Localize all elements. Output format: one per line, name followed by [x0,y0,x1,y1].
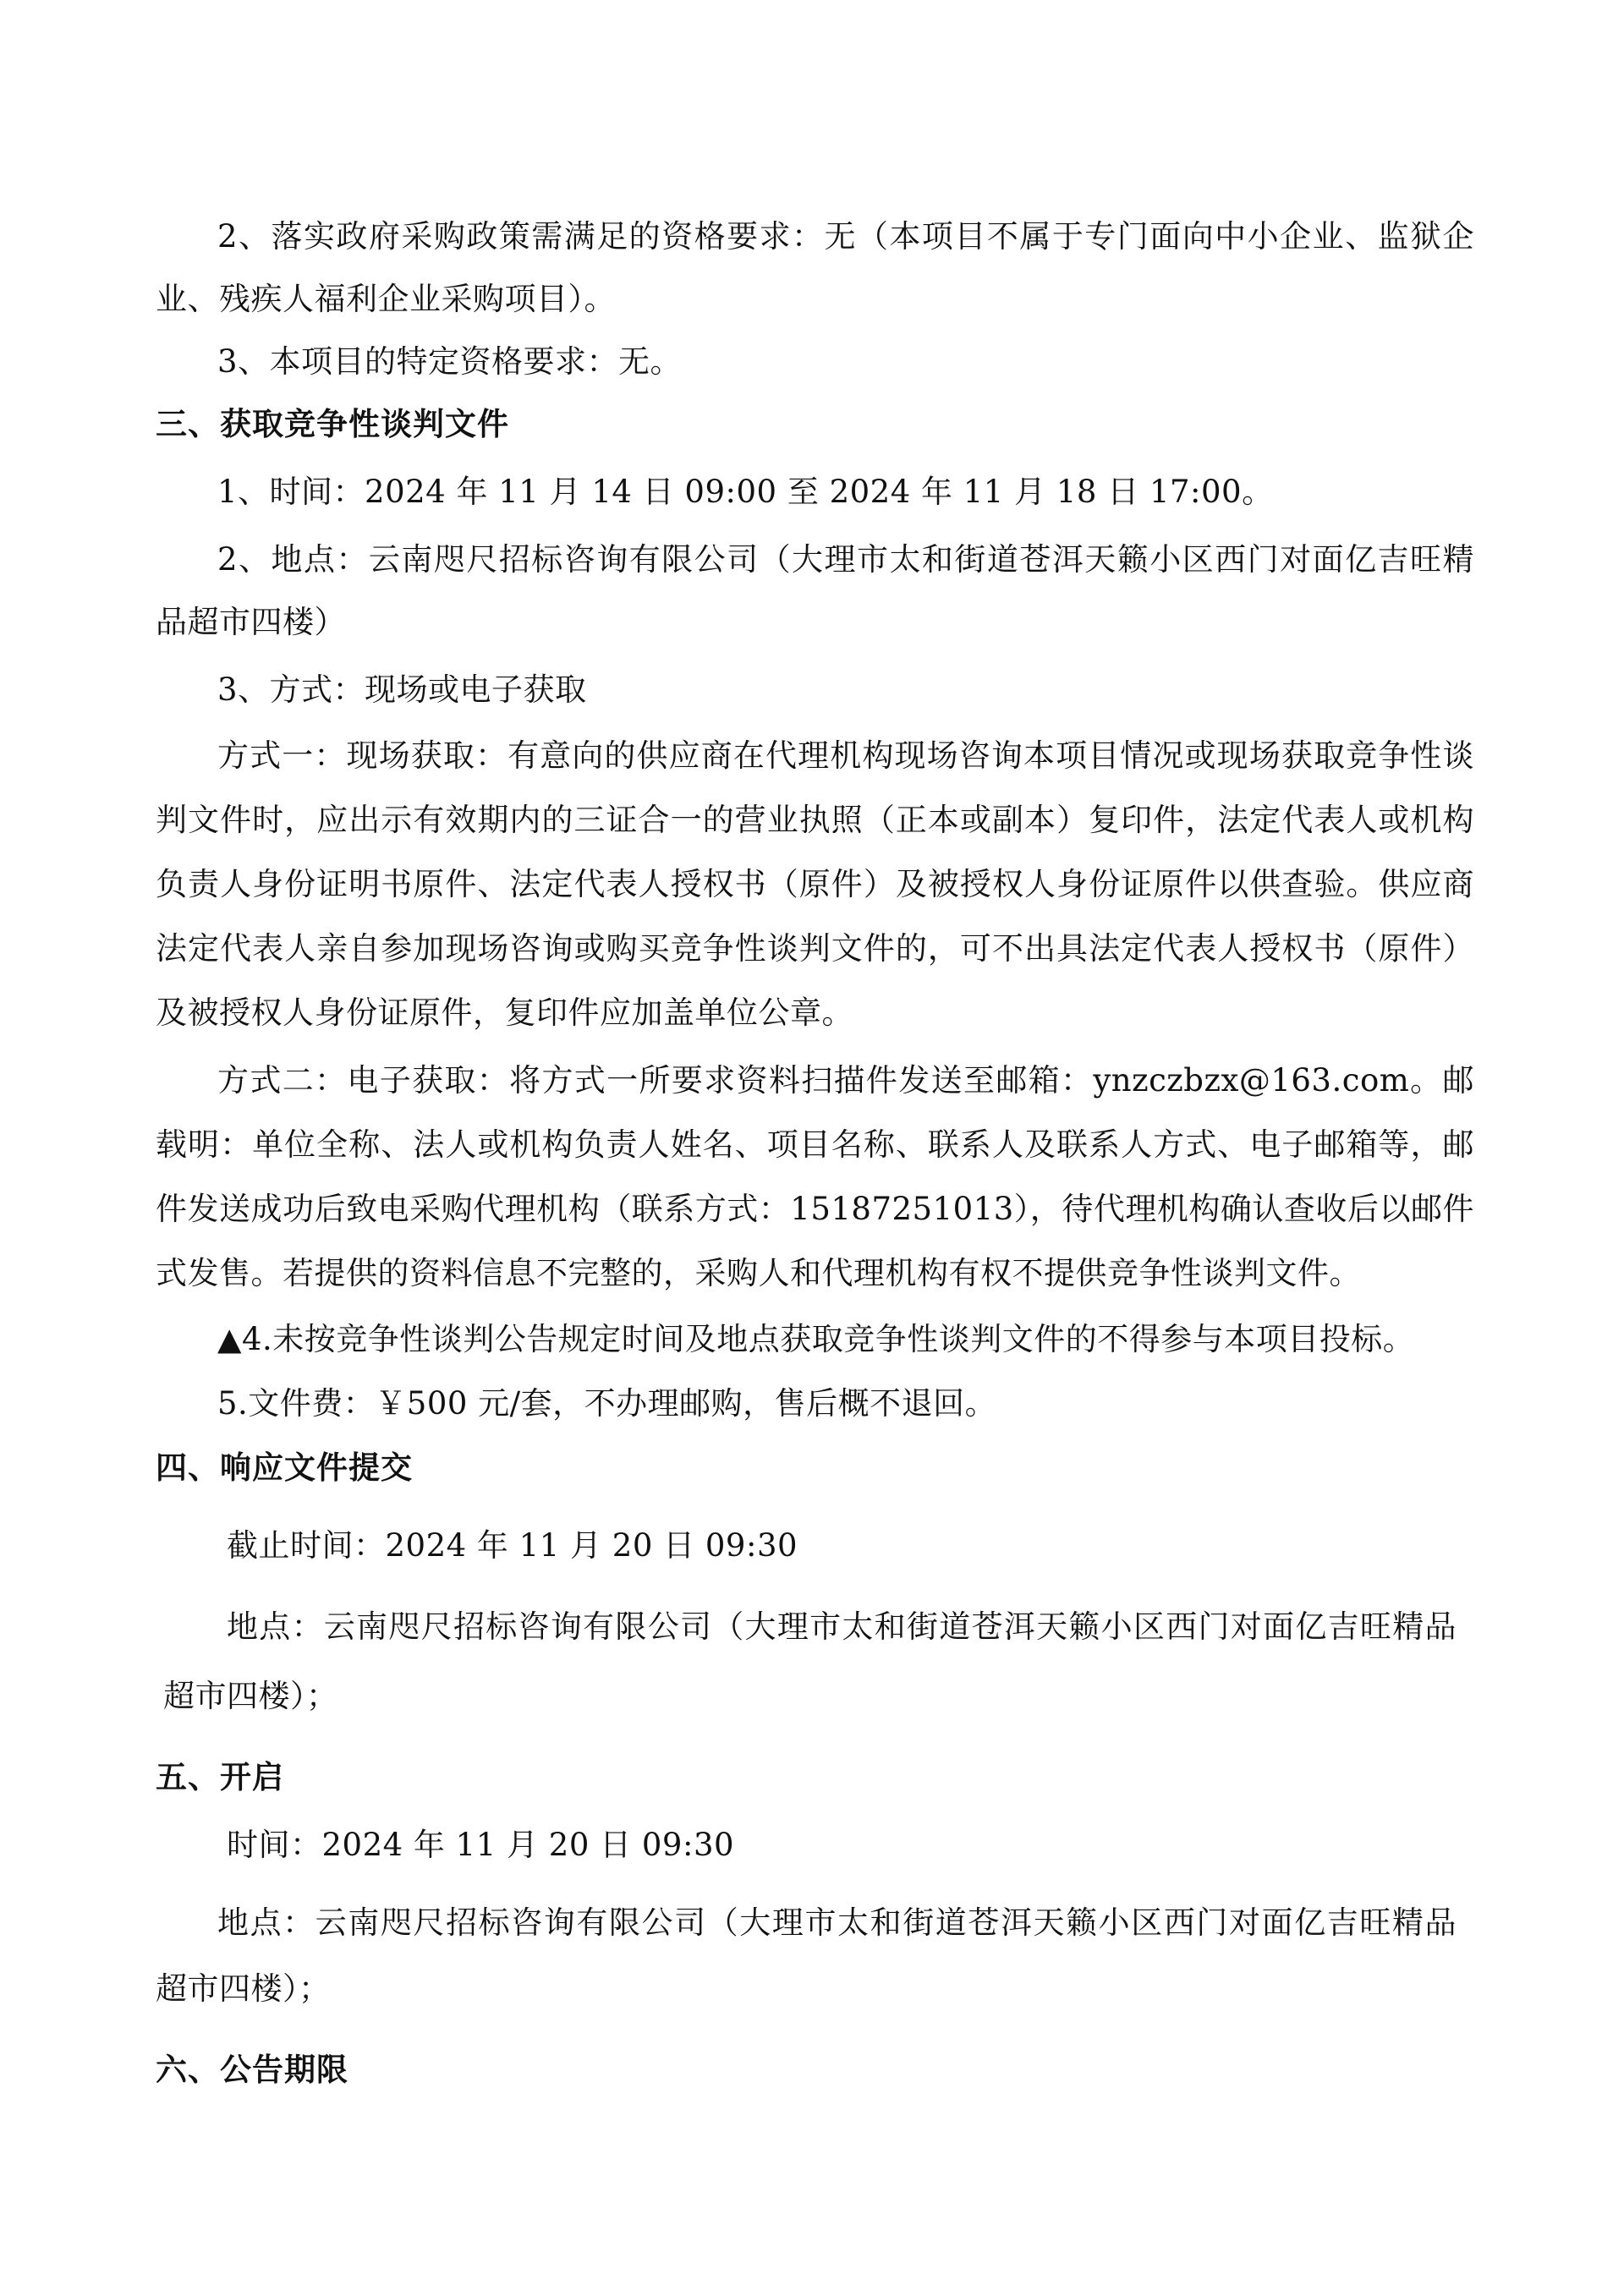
method-two-line-1: 方式二：电子获取：将方式一所要求资料扫描件发送至邮箱：ynzczbzx@163.com。邮 [217,1062,1474,1099]
open-time-line: 时间：2024 年 11 月 20 日 09:30 [227,1827,735,1863]
qual-2-line-1: 2、落实政府采购政策需满足的资格要求：无（本项目不属于专门面向中小企业、监狱企 [217,218,1474,255]
method-two-line-3: 件发送成功后致电采购代理机构（联系方式：15187251013），待代理机构确认查收后以邮件 [156,1191,1474,1227]
section-3-title: 三、获取竞争性谈判文件 [156,406,509,442]
method-one-line-4: 法定代表人亲自参加现场咨询或购买竞争性谈判文件的，可不出具法定代表人授权书（原件） [156,930,1474,967]
obtain-method-line: 3、方式：现场或电子获取 [217,671,587,708]
method-one-line-5: 及被授权人身份证原件，复印件应加盖单位公章。 [156,995,853,1031]
method-one-line-2: 判文件时，应出示有效期内的三证合一的营业执照（正本或副本）复印件，法定代表人或机构 [156,802,1474,838]
submit-place-line-1: 地点：云南咫尺招标咨询有限公司（大理市太和街道苍洱天籁小区西门对面亿吉旺精品 [227,1608,1457,1645]
section-5-title: 五、开启 [156,1759,284,1795]
method-two-line-2: 载明：单位全称、法人或机构负责人姓名、项目名称、联系人及联系人方式、电子邮箱等，邮 [156,1126,1474,1163]
section-4-title: 四、响应文件提交 [156,1449,413,1486]
obtain-place-line-1: 2、地点：云南咫尺招标咨询有限公司（大理市太和街道苍洱天籁小区西门对面亿吉旺精 [217,541,1474,578]
method-one-line-3: 负责人身份证明书原件、法定代表人授权书（原件）及被授权人身份证原件以供查验。供应商 [156,866,1474,902]
fee-5-line: 5.文件费：￥500 元/套，不办理邮购，售后概不退回。 [217,1385,997,1422]
deadline-line: 截止时间：2024 年 11 月 20 日 09:30 [227,1527,798,1564]
open-place-line-2: 超市四楼）； [156,1970,331,2007]
submit-place-line-2: 超市四楼）； [163,1678,338,1714]
qual-2-line-2: 业、残疾人福利企业采购项目）。 [156,281,616,317]
method-two-line-4: 式发售。若提供的资料信息不完整的，采购人和代理机构有权不提供竞争性谈判文件。 [156,1255,1361,1291]
note-4-line: ▲4.未按竞争性谈判公告规定时间及地点获取竞争性谈判文件的不得参与本项目投标。 [217,1321,1415,1357]
qual-3-line: 3、本项目的特定资格要求：无。 [217,343,683,380]
obtain-place-line-2: 品超市四楼） [156,604,346,640]
obtain-time-line: 1、时间：2024 年 11 月 14 日 09:00 至 2024 年 11 月 18 日 17:00。 [217,474,1274,510]
method-one-line-1: 方式一：现场获取：有意向的供应商在代理机构现场咨询本项目情况或现场获取竞争性谈 [217,737,1474,774]
open-place-line-1: 地点：云南咫尺招标咨询有限公司（大理市太和街道苍洱天籁小区西门对面亿吉旺精品 [217,1904,1457,1941]
section-6-title: 六、公告期限 [156,2052,348,2088]
